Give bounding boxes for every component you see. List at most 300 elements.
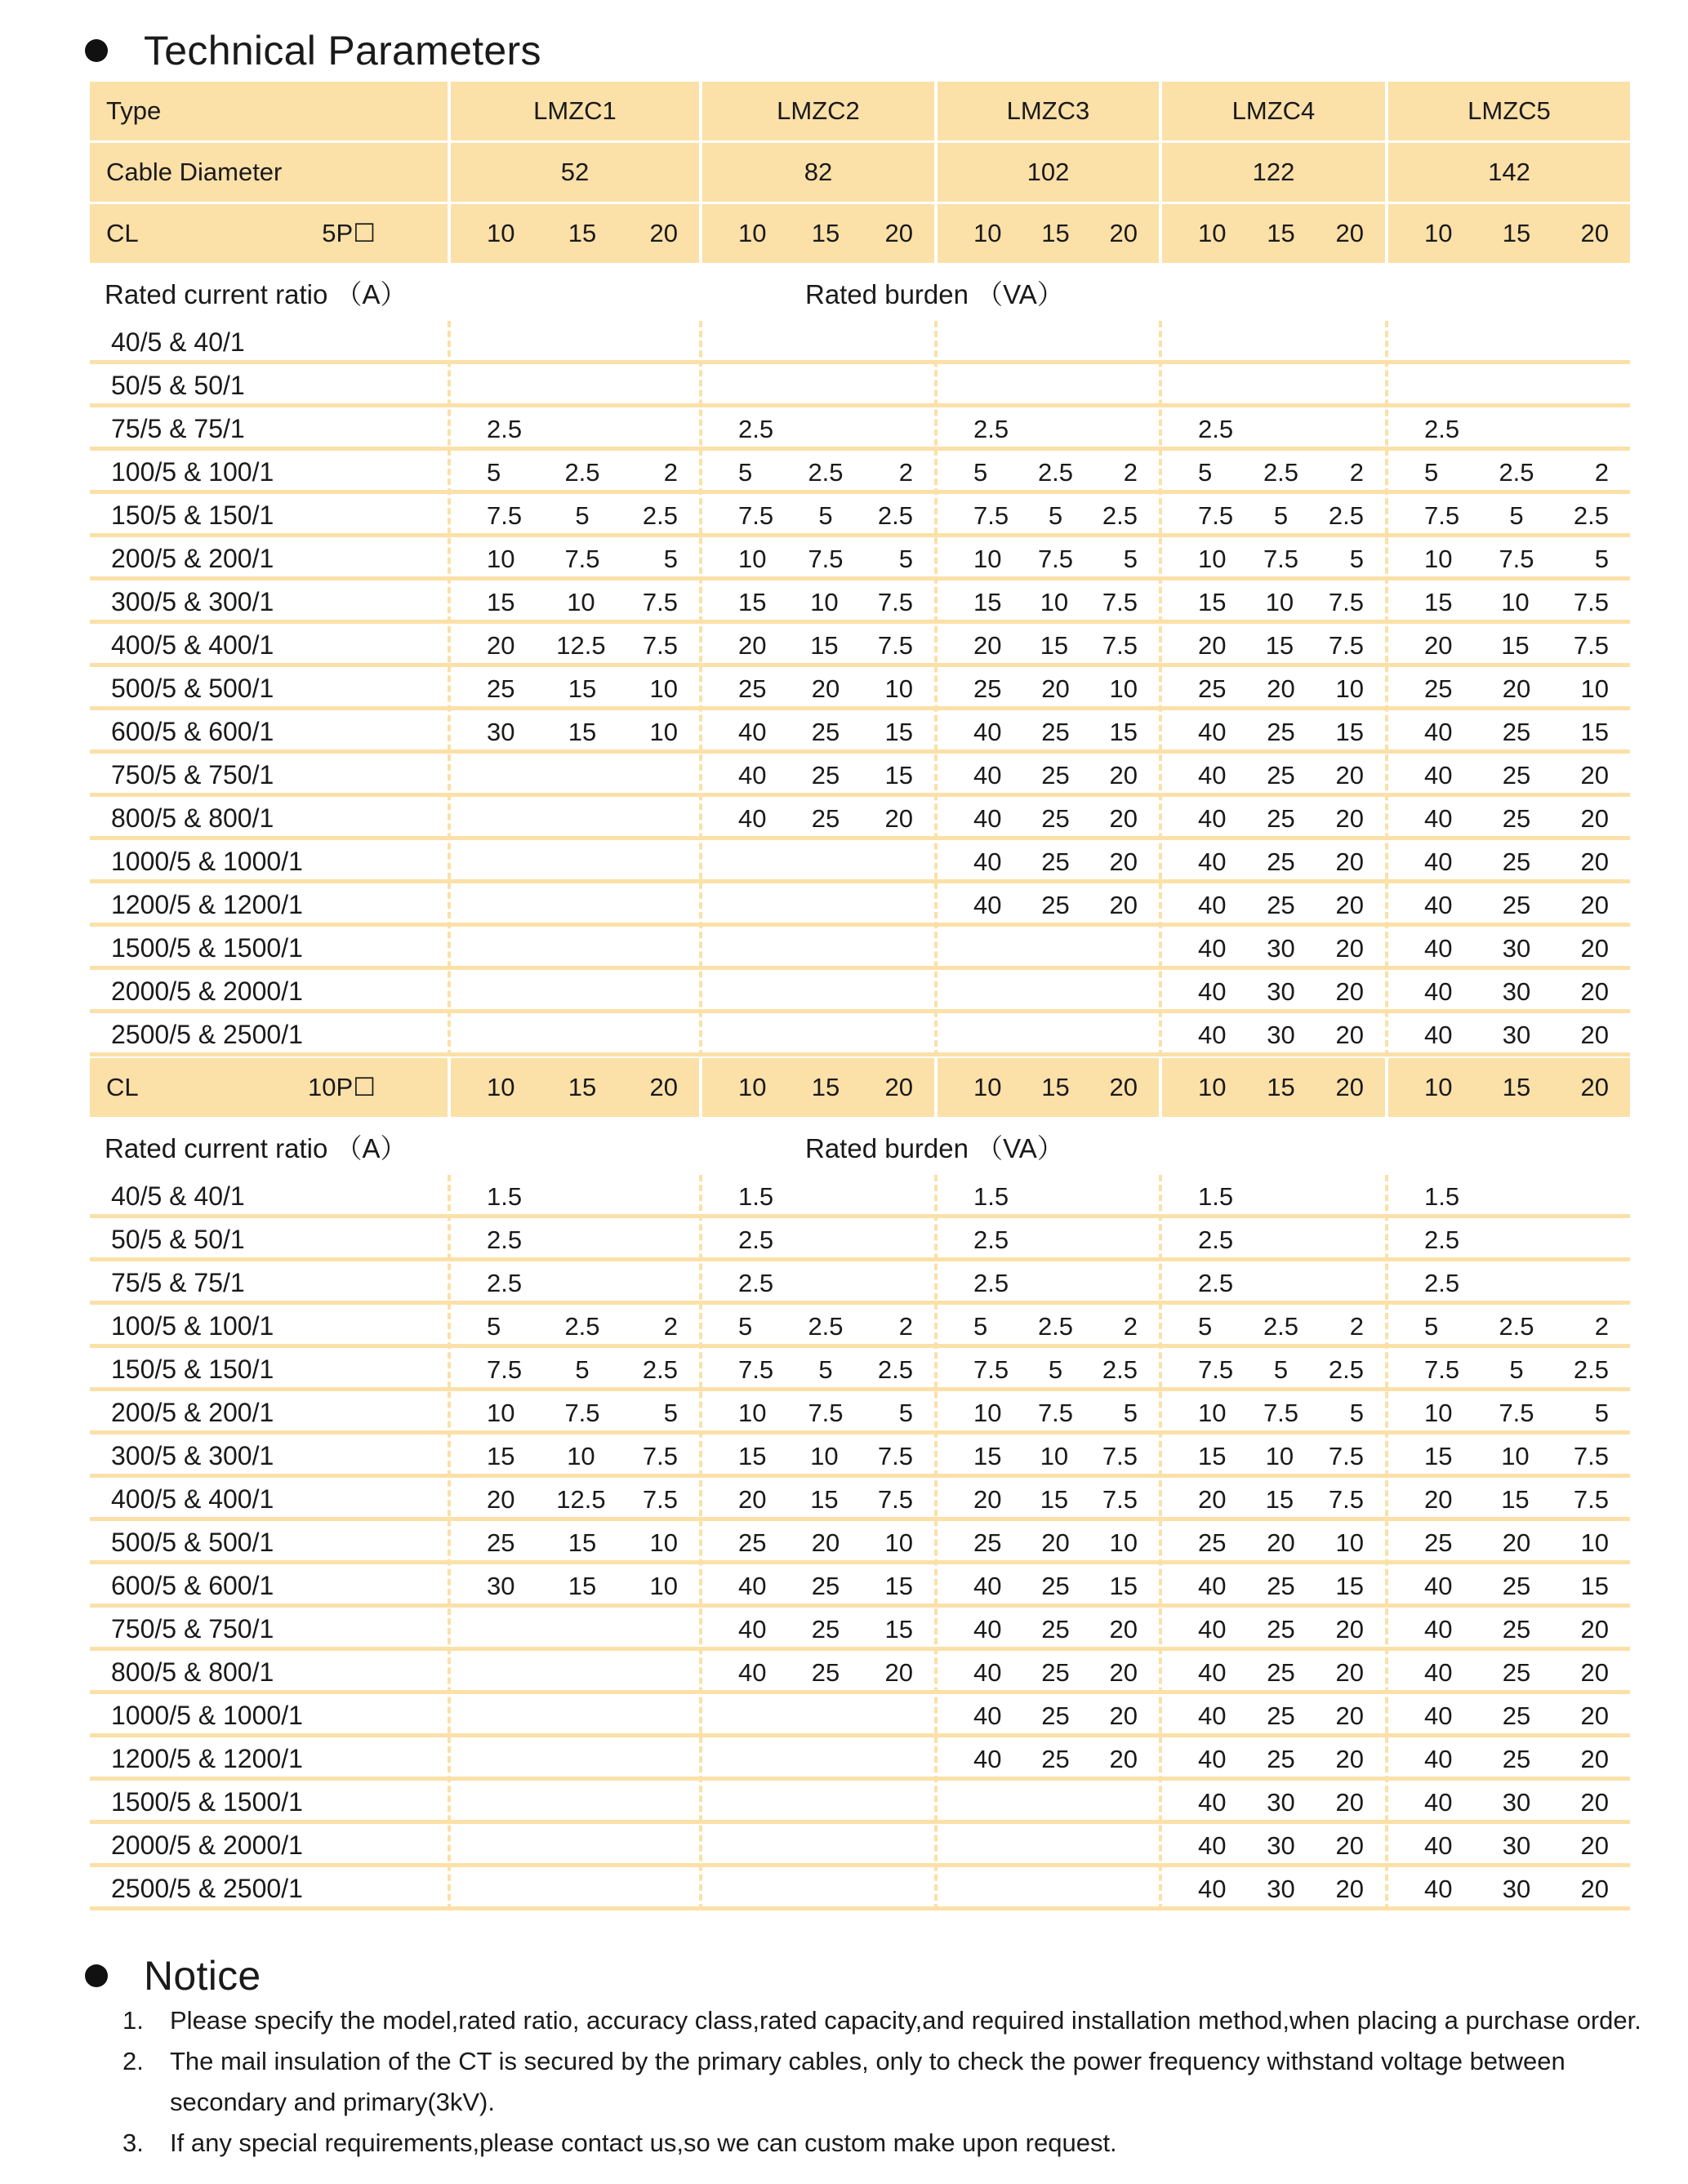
burden-value: 25	[1502, 1614, 1531, 1644]
notice-number: 2.	[122, 2047, 144, 2075]
accuracy-class-row	[90, 204, 1630, 263]
burden-value: 15	[568, 1528, 597, 1557]
burden-value: 5	[1424, 1311, 1439, 1341]
column-divider	[1385, 321, 1388, 1056]
column-titles-row	[90, 1119, 1630, 1175]
burden-cell	[1162, 970, 1385, 1013]
burden-cell	[1388, 1867, 1630, 1910]
cl-label: CL	[106, 1073, 139, 1101]
model-cell	[1162, 82, 1385, 140]
burden-value: 2.5	[1198, 1268, 1234, 1297]
burden-value: 15	[884, 1571, 913, 1600]
burden-value: 20	[1041, 1528, 1070, 1557]
burden-value: 25	[1267, 760, 1295, 790]
ratio-label: 2500/5 & 2500/1	[111, 1874, 303, 1903]
burden-value: 10	[1424, 1398, 1453, 1427]
burden-value: 20	[1580, 760, 1609, 790]
burden-value: 7.5	[1424, 1354, 1460, 1384]
burden-value: 7.5	[1198, 1354, 1234, 1384]
burden-cell	[451, 1348, 699, 1391]
burden-value: 30	[1267, 1020, 1295, 1049]
column-divider	[1385, 1175, 1388, 1910]
burden-cell	[1162, 1867, 1385, 1910]
cable-diameter-cell	[1162, 143, 1385, 202]
burden-value: 20	[1335, 1657, 1364, 1687]
burden-value: 5	[1273, 500, 1289, 530]
burden-cell	[451, 970, 699, 1013]
ratio-label: 100/5 & 100/1	[111, 1311, 274, 1341]
ratio-cell	[90, 840, 448, 883]
burden-value: 1.5	[1424, 1181, 1460, 1211]
burden-value: 40	[1198, 1787, 1227, 1817]
burden-value: 7.5	[973, 500, 1009, 530]
cl-value: 15	[1267, 219, 1295, 247]
model-name: LMZC5	[1468, 96, 1551, 125]
burden-value: 7.5	[1328, 1484, 1364, 1514]
burden-value: 20	[1335, 1614, 1364, 1644]
burden-cell	[938, 1694, 1159, 1737]
model-cell	[1388, 82, 1630, 140]
burden-value: 10	[1424, 544, 1453, 573]
table-row	[90, 1391, 1630, 1435]
ratio-cell	[90, 754, 448, 797]
cl-value: 20	[1109, 1073, 1138, 1101]
ratio-label: 1500/5 & 1500/1	[111, 933, 303, 963]
burden-cell	[1162, 927, 1385, 970]
burden-value: 25	[1041, 803, 1070, 833]
burden-cell	[938, 883, 1159, 927]
burden-cell	[451, 1261, 699, 1305]
burden-value: 5	[1509, 1354, 1524, 1384]
ratio-cell	[90, 970, 448, 1013]
burden-cell	[451, 494, 699, 537]
ratio-cell	[90, 1435, 448, 1478]
column-titles-row	[90, 265, 1630, 321]
ratio-cell	[90, 1391, 448, 1435]
burden-value: 15	[884, 717, 913, 746]
cl-value: 10	[1424, 219, 1453, 247]
ratio-label: 1500/5 & 1500/1	[111, 1787, 303, 1817]
burden-value: 20	[1580, 1614, 1609, 1644]
class-label-cell	[90, 204, 448, 263]
cl-value: 15	[811, 1073, 840, 1101]
burden-cell	[1388, 1218, 1630, 1261]
row-separator	[90, 1052, 1630, 1056]
burden-cell	[938, 1781, 1159, 1824]
cl-values-cell	[702, 1058, 934, 1117]
accuracy-class: 10P☐	[308, 1073, 376, 1101]
accuracy-class: 5P☐	[322, 219, 376, 247]
table-row	[90, 710, 1630, 754]
burden-value: 20	[1335, 1787, 1364, 1817]
burden-value: 2.5	[1102, 500, 1138, 530]
burden-value: 10	[1501, 1441, 1530, 1470]
burden-value: 20	[1335, 760, 1364, 790]
burden-value: 20	[1335, 976, 1364, 1006]
burden-value: 20	[1580, 1744, 1609, 1773]
burden-value: 10	[1198, 544, 1227, 573]
burden-value: 40	[973, 717, 1002, 746]
burden-value: 7.5	[1328, 587, 1364, 616]
burden-cell	[451, 1435, 699, 1478]
burden-value: 20	[973, 1484, 1002, 1514]
burden-value: 20	[1580, 1787, 1609, 1817]
burden-cell	[702, 1478, 934, 1521]
ratio-label: 200/5 & 200/1	[111, 544, 274, 573]
burden-value: 30	[1502, 1787, 1531, 1817]
cable-diameter-value: 122	[1252, 158, 1295, 186]
burden-cell	[938, 1435, 1159, 1478]
burden-value: 25	[1198, 1528, 1227, 1557]
burden-value: 5	[1349, 1398, 1364, 1427]
burden-value: 7.5	[738, 500, 774, 530]
burden-value: 7.5	[1102, 1484, 1138, 1514]
burden-value: 2.5	[564, 1311, 600, 1341]
burden-value: 1.5	[1198, 1181, 1234, 1211]
cl-value: 10	[738, 219, 767, 247]
burden-value: 15	[738, 1441, 767, 1470]
burden-cell	[1162, 1435, 1385, 1478]
burden-value: 7.5	[877, 1484, 913, 1514]
table-row	[90, 1218, 1630, 1261]
burden-value: 7.5	[1573, 1441, 1609, 1470]
burden-value: 7.5	[1573, 587, 1609, 616]
burden-value: 15	[884, 1614, 913, 1644]
burden-value: 20	[1580, 976, 1609, 1006]
cl-label: CL	[106, 219, 139, 247]
burden-value: 25	[1041, 717, 1070, 746]
burden-value: 5	[1424, 457, 1439, 487]
burden-cell	[1162, 840, 1385, 883]
burden-value: 10	[973, 1398, 1002, 1427]
cl-value: 10	[1198, 1073, 1227, 1101]
burden-value: 25	[1041, 1571, 1070, 1600]
ratio-label: 300/5 & 300/1	[111, 1441, 274, 1470]
burden-value: 25	[1424, 674, 1453, 703]
burden-cell	[1388, 1348, 1630, 1391]
burden-value: 30	[1502, 1874, 1531, 1903]
burden-value: 20	[1335, 1874, 1364, 1903]
burden-cell	[938, 927, 1159, 970]
burden-cell	[938, 321, 1159, 364]
burden-cell	[702, 1824, 934, 1867]
ratio-label: 50/5 & 50/1	[111, 371, 245, 400]
burden-value: 2.5	[1424, 1268, 1460, 1297]
burden-value: 5	[1048, 1354, 1063, 1384]
ratio-cell	[90, 624, 448, 667]
burden-value: 25	[1041, 1744, 1070, 1773]
burden-value: 20	[1502, 674, 1531, 703]
burden-value: 5	[487, 1311, 501, 1341]
table-row	[90, 927, 1630, 970]
burden-cell	[451, 1867, 699, 1910]
burden-cell	[702, 1608, 934, 1651]
burden-value: 40	[1198, 803, 1227, 833]
burden-value: 25	[811, 1657, 840, 1687]
burden-value: 15	[487, 587, 515, 616]
burden-value: 2.5	[973, 414, 1009, 443]
burden-value: 40	[1424, 1701, 1453, 1730]
burden-cell	[702, 537, 934, 580]
burden-cell	[702, 710, 934, 754]
ratio-label: 400/5 & 400/1	[111, 630, 274, 660]
burden-cell	[702, 1521, 934, 1564]
burden-value: 2	[1594, 1311, 1609, 1341]
cl-value: 20	[1335, 219, 1364, 247]
ratio-cell	[90, 1564, 448, 1608]
ratio-cell	[90, 1521, 448, 1564]
burden-cell	[1388, 1781, 1630, 1824]
table-row	[90, 883, 1630, 927]
burden-value: 15	[487, 1441, 515, 1470]
burden-cell	[451, 1737, 699, 1781]
burden-value: 40	[1424, 933, 1453, 963]
burden-value: 10	[487, 544, 515, 573]
burden-value: 40	[1198, 976, 1227, 1006]
table-row	[90, 1478, 1630, 1521]
burden-value: 25	[811, 803, 840, 833]
burden-cell	[938, 494, 1159, 537]
burden-cell	[1388, 624, 1630, 667]
burden-value: 7.5	[808, 544, 844, 573]
burden-value: 10	[1580, 1528, 1609, 1557]
burden-cell	[702, 624, 934, 667]
burden-value: 25	[1041, 890, 1070, 919]
burden-value: 10	[1265, 1441, 1294, 1470]
burden-cell	[1162, 537, 1385, 580]
burden-value: 2.5	[1263, 1311, 1299, 1341]
burden-value: 20	[1580, 1830, 1609, 1860]
section-title: Notice	[144, 1953, 261, 1999]
burden-value: 10	[1335, 1528, 1364, 1557]
burden-value: 10	[649, 717, 678, 746]
burden-cell	[1162, 624, 1385, 667]
ratio-cell	[90, 1608, 448, 1651]
burden-value: 7.5	[1263, 544, 1299, 573]
burden-value: 2.5	[1573, 500, 1609, 530]
ratio-label: 600/5 & 600/1	[111, 1571, 274, 1600]
burden-value: 2.5	[1424, 1225, 1460, 1254]
burden-value: 15	[1265, 1484, 1294, 1514]
burden-value: 7.5	[808, 1398, 844, 1427]
burden-cell	[451, 1305, 699, 1348]
burden-cell	[1162, 1737, 1385, 1781]
burden-cell	[1388, 1013, 1630, 1056]
cl-values-cell	[1388, 204, 1630, 263]
table-row	[90, 321, 1630, 364]
burden-value: 7.5	[1037, 544, 1074, 573]
burden-value: 2.5	[1573, 1354, 1609, 1384]
table-row	[90, 364, 1630, 407]
table-row	[90, 797, 1630, 840]
burden-value: 20	[1580, 1657, 1609, 1687]
burden-cell	[451, 1175, 699, 1218]
burden-value: 7.5	[487, 1354, 523, 1384]
bullet-icon	[85, 1964, 108, 1987]
burden-value: 25	[1502, 1657, 1531, 1687]
burden-value: 7.5	[1328, 1441, 1364, 1470]
burden-value: 2.5	[1198, 414, 1234, 443]
burden-value: 5	[738, 1311, 753, 1341]
burden-value: 2.5	[1499, 1311, 1534, 1341]
burden-cell	[702, 364, 934, 407]
burden-value: 2.5	[1037, 1311, 1074, 1341]
burden-value: 5	[818, 1354, 833, 1384]
burden-value: 40	[1424, 1830, 1453, 1860]
burden-cell	[451, 1651, 699, 1694]
burden-value: 5	[898, 1398, 913, 1427]
cl-value: 10	[1424, 1073, 1453, 1101]
burden-value: 7.5	[738, 1354, 774, 1384]
burden-value: 5	[1198, 457, 1213, 487]
burden-value: 10	[1040, 587, 1069, 616]
burden-cell	[702, 1175, 934, 1218]
burden-value: 25	[1198, 674, 1227, 703]
burden-cell	[451, 1521, 699, 1564]
burden-value: 2.5	[808, 457, 844, 487]
burden-value: 25	[1424, 1528, 1453, 1557]
burden-cell	[702, 1391, 934, 1435]
burden-cell	[938, 710, 1159, 754]
burden-cell	[1388, 1521, 1630, 1564]
burden-value: 15	[884, 760, 913, 790]
burden-value: 7.5	[1499, 544, 1534, 573]
cl-value: 10	[1198, 219, 1227, 247]
burden-value: 25	[1267, 803, 1295, 833]
table-row	[90, 407, 1630, 451]
burden-value: 25	[1502, 1701, 1531, 1730]
burden-value: 20	[487, 630, 515, 660]
burden-value: 15	[568, 717, 597, 746]
burden-value: 2.5	[877, 500, 913, 530]
ratio-label: 1200/5 & 1200/1	[111, 1744, 303, 1773]
burden-cell	[702, 1651, 934, 1694]
burden-value: 40	[1198, 1830, 1227, 1860]
burden-value: 30	[1502, 1830, 1531, 1860]
class-label-cell	[90, 1058, 448, 1117]
cable-label-cell	[90, 143, 448, 202]
burden-cell	[702, 1781, 934, 1824]
model-name: LMZC2	[777, 96, 860, 125]
model-cell	[938, 82, 1159, 140]
ratio-cell	[90, 797, 448, 840]
burden-value: 15	[810, 1484, 839, 1514]
burden-value: 20	[1335, 1701, 1364, 1730]
burden-cell	[451, 1478, 699, 1521]
cable-diameter-cell	[938, 143, 1159, 202]
cl-values-cell	[451, 204, 699, 263]
burden-value: 15	[1109, 1571, 1138, 1600]
ratio-cell	[90, 667, 448, 710]
burden-cell	[1162, 1651, 1385, 1694]
burden-value: 2.5	[1198, 1225, 1234, 1254]
burden-cell	[1162, 321, 1385, 364]
burden-value: 5	[898, 544, 913, 573]
burden-value: 40	[738, 717, 767, 746]
ratio-cell	[90, 537, 448, 580]
burden-value: 40	[1198, 933, 1227, 963]
burden-value: 2.5	[1424, 414, 1460, 443]
burden-cell	[938, 624, 1159, 667]
burden-value: 40	[973, 847, 1002, 876]
burden-cell	[702, 580, 934, 624]
burden-value: 25	[973, 1528, 1002, 1557]
burden-cell	[1162, 1694, 1385, 1737]
burden-cell	[451, 537, 699, 580]
table-row	[90, 1305, 1630, 1348]
burden-value: 40	[1424, 803, 1453, 833]
cl-values-cell	[451, 1058, 699, 1117]
burden-cell	[702, 797, 934, 840]
burden-cell	[1388, 754, 1630, 797]
cl-value: 10	[487, 219, 515, 247]
ratio-cell	[90, 710, 448, 754]
burden-value: 2.5	[564, 457, 600, 487]
burden-value: 20	[738, 630, 767, 660]
burden-value: 2.5	[487, 414, 523, 443]
burden-value: 10	[1198, 1398, 1227, 1427]
burden-value: 1.5	[973, 1181, 1009, 1211]
burden-cell	[1162, 1781, 1385, 1824]
burden-value: 40	[1198, 1571, 1227, 1600]
burden-cell	[451, 667, 699, 710]
burden-value: 7.5	[877, 1441, 913, 1470]
burden-cell	[1162, 1013, 1385, 1056]
notice-list	[122, 2000, 1658, 2164]
burden-value: 7.5	[1328, 630, 1364, 660]
burden-value: 25	[1041, 760, 1070, 790]
burden-cell	[702, 1348, 934, 1391]
burden-value: 15	[1335, 717, 1364, 746]
burden-value: 5	[663, 1398, 678, 1427]
ratio-cell	[90, 1737, 448, 1781]
ratio-cell	[90, 1478, 448, 1521]
burden-value: 20	[738, 1484, 767, 1514]
burden-value: 20	[1198, 630, 1227, 660]
burden-cell	[938, 1867, 1159, 1910]
burden-value: 20	[1109, 760, 1138, 790]
table-row	[90, 624, 1630, 667]
table-row	[90, 1261, 1630, 1305]
notice-item	[122, 2000, 1658, 2041]
burden-cell	[1388, 667, 1630, 710]
cl-value: 15	[568, 219, 597, 247]
burden-value: 40	[1424, 1614, 1453, 1644]
burden-value: 25	[1502, 1744, 1531, 1773]
burden-value: 20	[973, 630, 1002, 660]
burden-cell	[938, 537, 1159, 580]
cable-diameter-label: Cable Diameter	[106, 158, 283, 186]
cl-value: 20	[1580, 219, 1609, 247]
cl-values-cell	[938, 204, 1159, 263]
burden-value: 30	[487, 717, 515, 746]
cable-diameter-cell	[451, 143, 699, 202]
burden-cell	[1388, 1478, 1630, 1521]
burden-cell	[1388, 407, 1630, 451]
ratio-label: 750/5 & 750/1	[111, 760, 274, 790]
burden-value: 15	[568, 674, 597, 703]
ratio-label: 2000/5 & 2000/1	[111, 1830, 303, 1860]
burden-value: 20	[1580, 933, 1609, 963]
burden-value: 15	[1198, 1441, 1227, 1470]
model-name: LMZC4	[1231, 96, 1316, 125]
burden-value: 25	[738, 674, 767, 703]
burden-value: 25	[973, 674, 1002, 703]
burden-value: 10	[884, 1528, 913, 1557]
burden-value: 25	[1267, 1701, 1295, 1730]
burden-value: 10	[649, 1528, 678, 1557]
burden-cell	[1388, 883, 1630, 927]
